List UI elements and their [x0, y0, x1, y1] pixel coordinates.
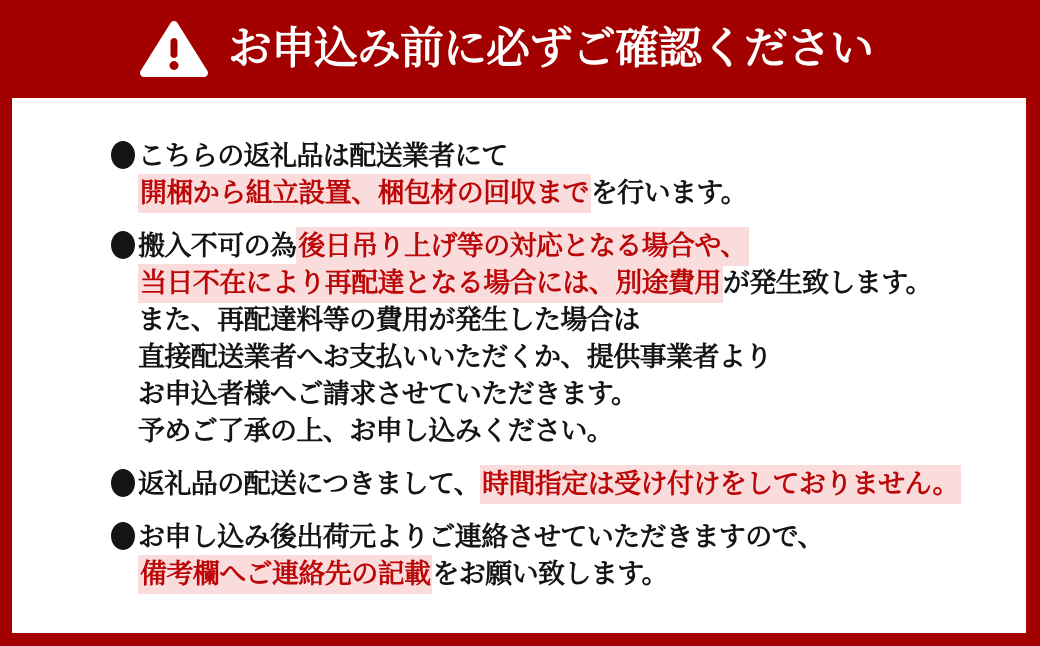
notice-line [111, 376, 1016, 413]
notice-text: また、再配達料等の費用が発生した場合は [138, 305, 640, 336]
notice-block [111, 519, 1016, 593]
notice-text: 返礼品の配送につきまして、 [138, 469, 481, 500]
notice-line [111, 339, 1016, 376]
warning-triangle-icon [139, 20, 209, 78]
notice-line [111, 265, 1016, 302]
notice-line [111, 519, 1016, 556]
warning-title: お申込み前に必ずご確認ください [228, 23, 873, 74]
bullet-icon [111, 141, 135, 169]
notice-line [111, 413, 1016, 450]
bullet-icon [111, 469, 135, 497]
notice-block [111, 138, 1016, 212]
highlighted-text: 時間指定は受け付けをしておりません。 [480, 465, 961, 504]
notice-text: お申し込み後出荷元よりご連絡させていただきますので、 [138, 522, 824, 553]
bullet-icon [111, 231, 135, 259]
notice-line [111, 302, 1016, 339]
highlighted-text: 開梱から組立設置、梱包材の回収まで [138, 174, 591, 213]
notice-line [111, 466, 1016, 503]
highlighted-text: 備考欄へご連絡先の記載 [138, 555, 432, 594]
warning-header [0, 0, 1040, 98]
notice-text: 直接配送業者へお支払いいただくか、提供事業者より [138, 342, 772, 373]
notice-text: こちらの返礼品は配送業者にて [138, 141, 508, 172]
notice-text: 搬入不可の為 [138, 231, 297, 262]
notice-text: が発生致します。 [722, 268, 932, 299]
notice-list [111, 138, 1016, 609]
notice-line [111, 556, 1016, 593]
bullet-icon [111, 522, 135, 550]
highlighted-text: 当日不在により再配達となる場合には、別途費用 [138, 264, 723, 303]
notice-text: をお願い致します。 [432, 559, 668, 590]
notice-line [111, 175, 1016, 212]
highlighted-text: 後日吊り上げ等の対応となる場合や、 [296, 227, 748, 266]
notice-text: 予めご了承の上、お申し込みください。 [138, 416, 614, 447]
notice-text: を行います。 [590, 178, 748, 209]
notice-line [111, 228, 1016, 265]
notice-line [111, 138, 1016, 175]
notice-block [111, 228, 1016, 450]
notice-text: お申込者様へご請求させていただきます。 [138, 379, 638, 410]
notice-panel [12, 98, 1026, 633]
notice-block [111, 466, 1016, 503]
